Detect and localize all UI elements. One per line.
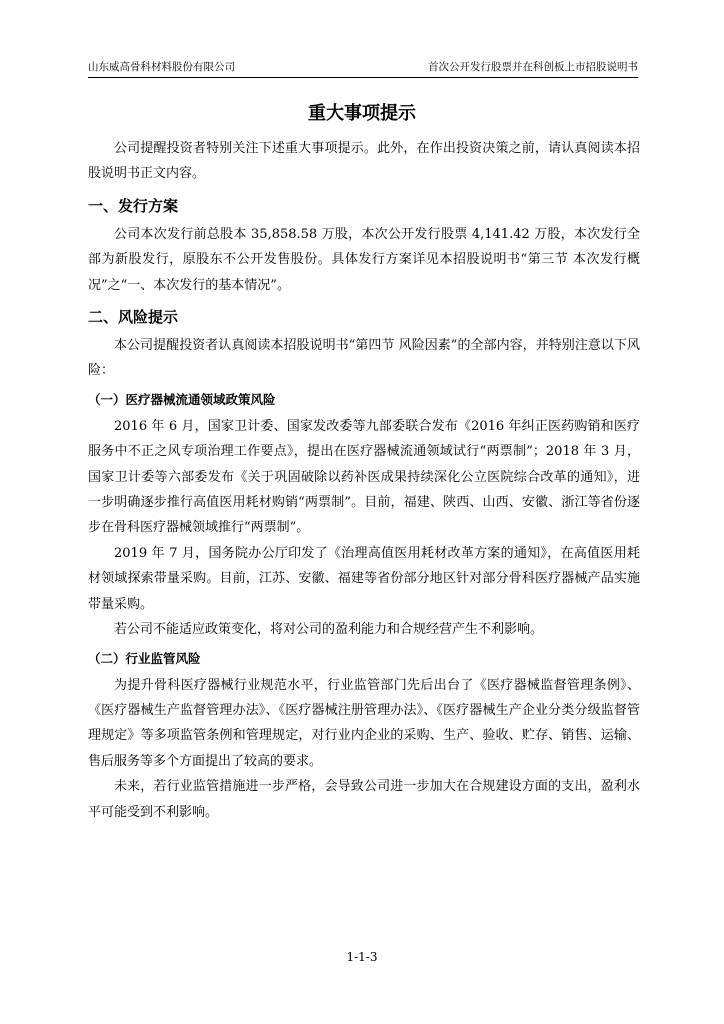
regulatory-risk-paragraph-1: 为提升骨科医疗器械行业规范水平，行业监管部门先后出台了《医疗器械监督管理条例》、《医疗器械生产监督管理办法》、《医疗器械注册管理办法》、《医疗器械生产企业分类分级监督管理规定》等多项监管条例和管理规定，对行业内企业的采购、生产、验收、贮存、销售、运输、售后服务等多个方面提出了较高的要求。 [88, 677, 640, 769]
issuance-plan-paragraph: 公司本次发行前总股本 35,858.58 万股，本次公开发行股票 4,141.42 万股，本次发行全部为新股发行，原股东不公开发售股份。具体发行方案详见本招股说明书“第三节 本次发行概况”之“一、本次发行的基本情况”。 [88, 226, 640, 293]
page-title: 重大事项提示 [308, 103, 416, 124]
distribution-policy-paragraph-1: 2016 年 6 月，国家卫计委、国家发改委等九部委联合发布《2016 年纠正医药购销和医疗服务中不正之风专项治理工作要点》，提出在医疗器械流通领域试行“两票制”；2018 年 3 月，国家卫计委等六部委发布《关于巩固破除以药补医成果持续深化公立医院综合改革的通知》，进一步明确逐步推行高值医用耗材购销“两票制”。目前，福建、陕西、山西、安徽、浙江等省份逐步在骨科医疗器械领域推行“两票制”。 [88, 418, 640, 536]
distribution-policy-paragraph-2: 2019 年 7 月，国务院办公厅印发了《治理高值医用耗材改革方案的通知》，在高值医用耗材领域探索带量采购。目前，江苏、安徽、福建等省份部分地区针对部分骨科医疗器械产品实施带量采购。 [88, 545, 640, 612]
header-company-name: 山东威高骨科材料股份有限公司 [88, 61, 235, 73]
document-body [88, 136, 640, 825]
intro-paragraph: 公司提醒投资者特别关注下述重大事项提示。此外，在作出投资决策之前，请认真阅读本招股说明书正文内容。 [88, 141, 640, 182]
section-heading-risk-notice: 二、风险提示 [88, 308, 179, 327]
regulatory-risk-paragraph-2: 未来，若行业监管措施进一步严格，会导致公司进一步加大在合规建设方面的支出，盈利水平可能受到不利影响。 [88, 779, 640, 820]
risk-notice-paragraph: 本公司提醒投资者认真阅读本招股说明书“第四节 风险因素”的全部内容，并特别注意以下风险： [88, 338, 640, 379]
section-heading-issuance-plan: 一、发行方案 [88, 196, 179, 215]
subheading-distribution-policy-risk: （一）医疗器械流通领域政策风险 [88, 391, 276, 407]
subheading-regulatory-risk: （二）行业监管风险 [88, 650, 201, 666]
running-header [88, 57, 638, 78]
page-number: 1-1-3 [346, 950, 378, 964]
distribution-policy-paragraph-3: 若公司不能适应政策变化，将对公司的盈利能力和合规经营产生不利影响。 [114, 622, 544, 638]
header-document-title: 首次公开发行股票并在科创板上市招股说明书 [428, 61, 638, 73]
